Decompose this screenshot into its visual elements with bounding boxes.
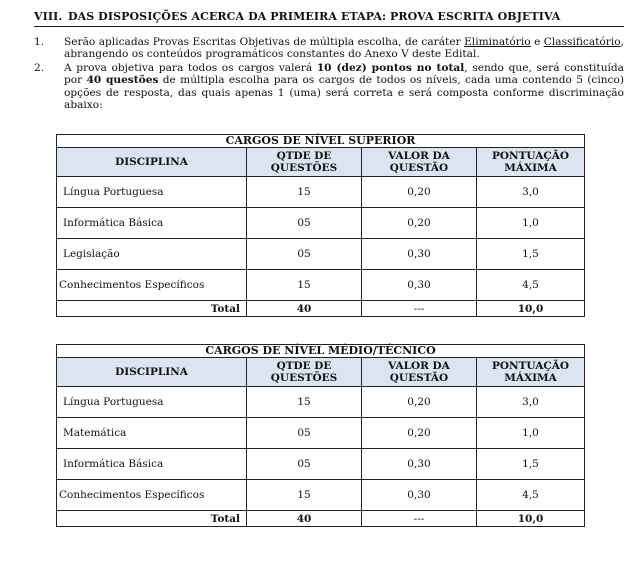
cell-qtde: 15 (247, 270, 362, 301)
total-label: Total (57, 301, 247, 317)
total-valor: --- (362, 301, 477, 317)
cell-disciplina: Matemática (57, 418, 247, 449)
cell-qtde: 05 (247, 208, 362, 239)
cell-pontuacao: 4,5 (477, 480, 585, 511)
table-nivel-superior (56, 134, 585, 317)
cell-qtde: 05 (247, 449, 362, 480)
item-list (34, 36, 624, 112)
table-row (57, 449, 585, 480)
cell-pontuacao: 4,5 (477, 270, 585, 301)
col-header-pontuacao: PONTUAÇÃO MÁXIMA (477, 148, 585, 177)
cell-pontuacao: 1,5 (477, 449, 585, 480)
table-total-row (57, 511, 585, 527)
list-item (34, 36, 624, 61)
total-valor: --- (362, 511, 477, 527)
total-label: Total (57, 511, 247, 527)
item-number: 2. (34, 61, 45, 74)
table-row (57, 177, 585, 208)
item-number: 1. (34, 36, 45, 48)
cell-valor: 0,20 (362, 418, 477, 449)
cell-disciplina: Conhecimentos Específicos (57, 270, 247, 301)
cell-qtde: 05 (247, 239, 362, 270)
table-row (57, 208, 585, 239)
cell-valor: 0,20 (362, 387, 477, 418)
cell-disciplina: Conhecimentos Específicos (57, 480, 247, 511)
cell-valor: 0,30 (362, 239, 477, 270)
item-text-part: A prova objetiva para todos os cargos valerá (64, 61, 317, 74)
table-nivel-medio-tecnico (56, 344, 585, 527)
table-row (57, 480, 585, 511)
table-title: CARGOS DE NÍVEL MÉDIO/TÉCNICO (57, 345, 585, 358)
total-points-emphasis: 10 (dez) pontos no total (316, 61, 465, 74)
table-title: CARGOS DE NÍVEL SUPERIOR (57, 135, 585, 148)
cell-qtde: 15 (247, 177, 362, 208)
col-header-pontuacao: PONTUAÇÃO MÁXIMA (477, 358, 585, 387)
total-qtde: 40 (247, 511, 362, 527)
cell-qtde: 15 (247, 387, 362, 418)
item-text-part: , abrangendo os conteúdos programáticos constantes do Anexo V deste Edital. (64, 36, 624, 61)
total-pontuacao: 10,0 (477, 301, 585, 317)
section-title: DAS DISPOSIÇÕES ACERCA DA PRIMEIRA ETAPA: PROVA ESCRITA OBJETIVA (67, 10, 561, 23)
table-total-row (57, 301, 585, 317)
cell-disciplina: Informática Básica (57, 208, 247, 239)
cell-valor: 0,30 (362, 480, 477, 511)
section-heading (34, 10, 624, 27)
col-header-qtde: QTDE DE QUESTÕES (247, 358, 362, 387)
cell-pontuacao: 1,0 (477, 208, 585, 239)
cell-disciplina: Língua Portuguesa (57, 387, 247, 418)
list-item (34, 62, 624, 112)
col-header-valor: VALOR DA QUESTÃO (362, 148, 477, 177)
item-text-part: , sendo que, será constituída por (64, 61, 624, 87)
cell-pontuacao: 1,5 (477, 239, 585, 270)
cell-disciplina: Legislação (57, 239, 247, 270)
cell-valor: 0,30 (362, 449, 477, 480)
cell-qtde: 15 (247, 480, 362, 511)
col-header-disciplina: DISCIPLINA (57, 358, 247, 387)
section-number: VIII. (34, 10, 63, 23)
cell-valor: 0,30 (362, 270, 477, 301)
item-text (64, 62, 624, 112)
question-count-emphasis: 40 questões (86, 74, 159, 87)
cell-pontuacao: 1,0 (477, 418, 585, 449)
classificatorio-term: Classificatório (543, 36, 621, 48)
col-header-qtde: QTDE DE QUESTÕES (247, 148, 362, 177)
table-row (57, 239, 585, 270)
table-row (57, 387, 585, 418)
table-row (57, 418, 585, 449)
cell-qtde: 05 (247, 418, 362, 449)
item-text-part: e (530, 36, 544, 48)
cell-pontuacao: 3,0 (477, 387, 585, 418)
item-text-part: de múltipla escolha para os cargos de todos os níveis, cada uma contendo 5 (cinco) opções de resposta, das quais apenas 1 (uma) será correta e será composta conforme discriminação abaixo: (64, 74, 624, 112)
col-header-valor: VALOR DA QUESTÃO (362, 358, 477, 387)
cell-pontuacao: 3,0 (477, 177, 585, 208)
cell-disciplina: Língua Portuguesa (57, 177, 247, 208)
cell-valor: 0,20 (362, 208, 477, 239)
cell-valor: 0,20 (362, 177, 477, 208)
item-text-part: Serão aplicadas Provas Escritas Objetivas de múltipla escolha, de caráter (64, 36, 465, 48)
total-qtde: 40 (247, 301, 362, 317)
cell-disciplina: Informática Básica (57, 449, 247, 480)
eliminatorio-term: Eliminatório (464, 36, 531, 48)
total-pontuacao: 10,0 (477, 511, 585, 527)
col-header-disciplina: DISCIPLINA (57, 148, 247, 177)
item-text (64, 36, 624, 61)
table-row (57, 270, 585, 301)
